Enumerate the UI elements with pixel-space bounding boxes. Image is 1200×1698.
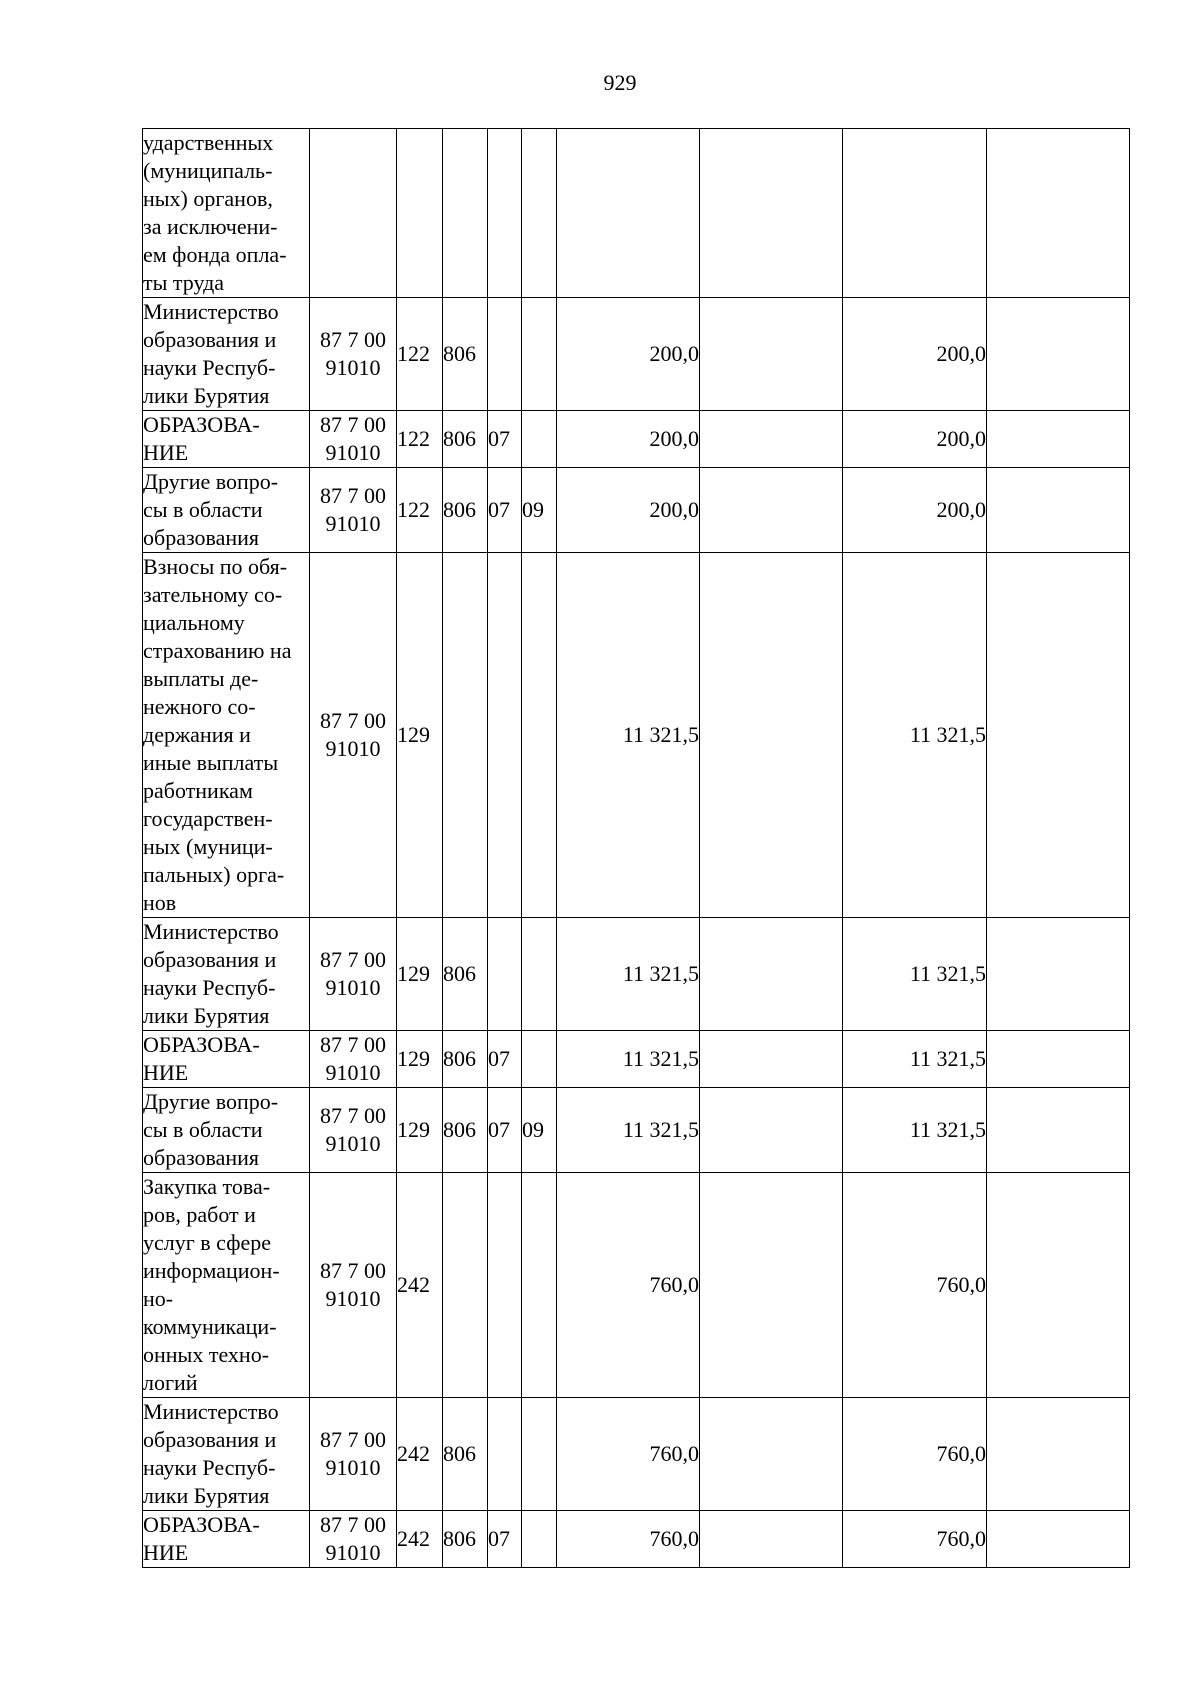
item-name-line: работникам <box>143 778 253 803</box>
target-article-cell <box>310 1173 397 1398</box>
amount-cell-2 <box>700 1173 843 1398</box>
subsection-cell <box>522 918 557 1031</box>
expense-type-cell: 122 <box>397 411 443 468</box>
target-article-cell <box>310 1088 397 1173</box>
amount-cell-3 <box>843 129 987 298</box>
item-name-line: сы в области <box>143 497 263 522</box>
item-name-line: услуг в сфере <box>143 1230 271 1255</box>
administrator-cell: 806 <box>443 918 488 1031</box>
section-cell <box>488 129 522 298</box>
page-number: 929 <box>603 70 637 95</box>
target-article-cell <box>310 918 397 1031</box>
target-article-line: 91010 <box>325 975 381 1000</box>
administrator-cell: 806 <box>443 1398 488 1511</box>
item-name-line: ты труда <box>143 270 225 295</box>
target-article-line: 91010 <box>325 1286 381 1311</box>
amount-cell-2 <box>700 553 843 918</box>
expense-type-cell: 122 <box>397 468 443 553</box>
item-name-cell <box>143 1031 310 1088</box>
item-name-line: ОБРАЗОВА- <box>143 1512 260 1537</box>
section-cell: 07 <box>488 1031 522 1088</box>
item-name-line: нов <box>143 890 177 915</box>
section-cell <box>488 918 522 1031</box>
target-article-line: 91010 <box>325 440 381 465</box>
administrator-cell: 806 <box>443 298 488 411</box>
amount-cell-3: 760,0 <box>843 1173 987 1398</box>
amount-cell-1: 760,0 <box>557 1398 700 1511</box>
section-cell <box>488 1173 522 1398</box>
item-name-line: Министерство <box>143 1399 279 1424</box>
amount-cell-2 <box>700 298 843 411</box>
amount-cell-2 <box>700 1398 843 1511</box>
item-name-cell <box>143 1173 310 1398</box>
administrator-cell <box>443 553 488 918</box>
section-cell: 07 <box>488 1511 522 1568</box>
amount-cell-2 <box>700 411 843 468</box>
item-name-line: информацион- <box>143 1258 280 1283</box>
amount-cell-1: 760,0 <box>557 1173 700 1398</box>
amount-cell-4 <box>987 298 1130 411</box>
subsection-cell <box>522 298 557 411</box>
item-name-line: логий <box>143 1370 198 1395</box>
target-article-line: 91010 <box>325 1540 381 1565</box>
target-article-cell <box>310 129 397 298</box>
item-name-line: лики Бурятия <box>143 1483 270 1508</box>
amount-cell-4 <box>987 468 1130 553</box>
target-article-line: 87 7 00 <box>320 1512 386 1537</box>
item-name-line: науки Респуб- <box>143 975 276 1000</box>
section-cell <box>488 298 522 411</box>
amount-cell-1: 200,0 <box>557 411 700 468</box>
target-article-line: 87 7 00 <box>320 1032 386 1057</box>
item-name-line: науки Респуб- <box>143 355 276 380</box>
subsection-cell <box>522 1031 557 1088</box>
item-name-line: НИЕ <box>143 1060 189 1085</box>
amount-cell-3: 11 321,5 <box>843 553 987 918</box>
target-article-line: 87 7 00 <box>320 708 386 733</box>
table-row <box>143 411 1130 468</box>
administrator-cell: 806 <box>443 468 488 553</box>
item-name-line: Министерство <box>143 919 279 944</box>
amount-cell-2 <box>700 1511 843 1568</box>
administrator-cell: 806 <box>443 411 488 468</box>
item-name-line: образования и <box>143 947 277 972</box>
target-article-line: 87 7 00 <box>320 1427 386 1452</box>
subsection-cell <box>522 553 557 918</box>
expense-type-cell: 129 <box>397 1088 443 1173</box>
item-name-line: но- <box>143 1286 174 1311</box>
target-article-cell <box>310 1031 397 1088</box>
item-name-line: держания и <box>143 722 251 747</box>
table-row <box>143 1031 1130 1088</box>
target-article-line: 91010 <box>325 355 381 380</box>
item-name-line: лики Бурятия <box>143 383 270 408</box>
expense-type-cell: 122 <box>397 298 443 411</box>
table-row <box>143 129 1130 298</box>
subsection-cell <box>522 1398 557 1511</box>
expense-type-cell: 129 <box>397 1031 443 1088</box>
item-name-line: ем фонда опла- <box>143 242 287 267</box>
amount-cell-1: 200,0 <box>557 468 700 553</box>
expense-type-cell: 242 <box>397 1511 443 1568</box>
item-name-line: государствен- <box>143 806 273 831</box>
budget-table <box>142 128 1130 1568</box>
item-name-line: ударственных <box>143 130 274 155</box>
item-name-line: ных) органов, <box>143 186 273 211</box>
amount-cell-1: 200,0 <box>557 298 700 411</box>
amount-cell-1: 11 321,5 <box>557 918 700 1031</box>
expense-type-cell: 129 <box>397 553 443 918</box>
item-name-line: зательному со- <box>143 582 283 607</box>
amount-cell-3: 11 321,5 <box>843 1031 987 1088</box>
amount-cell-4 <box>987 1398 1130 1511</box>
item-name-cell <box>143 918 310 1031</box>
table-row <box>143 1398 1130 1511</box>
amount-cell-3: 200,0 <box>843 468 987 553</box>
section-cell: 07 <box>488 411 522 468</box>
item-name-cell <box>143 553 310 918</box>
table-row <box>143 1511 1130 1568</box>
item-name-line: за исключени- <box>143 214 278 239</box>
table-row <box>143 1088 1130 1173</box>
subsection-cell <box>522 411 557 468</box>
amount-cell-2 <box>700 1031 843 1088</box>
administrator-cell: 806 <box>443 1088 488 1173</box>
administrator-cell: 806 <box>443 1511 488 1568</box>
item-name-cell <box>143 411 310 468</box>
item-name-line: образования <box>143 525 260 550</box>
amount-cell-4 <box>987 129 1130 298</box>
subsection-cell: 09 <box>522 468 557 553</box>
target-article-line: 87 7 00 <box>320 1258 386 1283</box>
table-row <box>143 468 1130 553</box>
target-article-cell <box>310 1511 397 1568</box>
item-name-line: (муниципаль- <box>143 158 273 183</box>
item-name-line: науки Респуб- <box>143 1455 276 1480</box>
amount-cell-1: 11 321,5 <box>557 1031 700 1088</box>
amount-cell-4 <box>987 918 1130 1031</box>
target-article-cell <box>310 298 397 411</box>
amount-cell-1: 11 321,5 <box>557 1088 700 1173</box>
amount-cell-1 <box>557 129 700 298</box>
item-name-cell <box>143 1088 310 1173</box>
subsection-cell <box>522 129 557 298</box>
amount-cell-4 <box>987 1031 1130 1088</box>
target-article-line: 87 7 00 <box>320 947 386 972</box>
item-name-cell <box>143 1511 310 1568</box>
item-name-line: пальных) орга- <box>143 862 285 887</box>
item-name-line: Министерство <box>143 299 279 324</box>
section-cell <box>488 1398 522 1511</box>
amount-cell-2 <box>700 468 843 553</box>
target-article-line: 87 7 00 <box>320 412 386 437</box>
amount-cell-2 <box>700 1088 843 1173</box>
table-row <box>143 1173 1130 1398</box>
item-name-line: НИЕ <box>143 440 189 465</box>
item-name-line: нежного со- <box>143 694 256 719</box>
item-name-line: ных (муници- <box>143 834 273 859</box>
amount-cell-3: 11 321,5 <box>843 1088 987 1173</box>
amount-cell-4 <box>987 1511 1130 1568</box>
target-article-line: 91010 <box>325 736 381 761</box>
table-body <box>143 129 1130 1568</box>
target-article-line: 91010 <box>325 1131 381 1156</box>
subsection-cell: 09 <box>522 1088 557 1173</box>
item-name-line: ОБРАЗОВА- <box>143 1032 260 1057</box>
item-name-line: коммуникаци- <box>143 1314 277 1339</box>
target-article-line: 91010 <box>325 511 381 536</box>
item-name-cell <box>143 468 310 553</box>
expense-type-cell: 242 <box>397 1398 443 1511</box>
item-name-line: Взносы по обя- <box>143 554 288 579</box>
subsection-cell <box>522 1173 557 1398</box>
item-name-line: Закупка това- <box>143 1174 271 1199</box>
item-name-line: лики Бурятия <box>143 1003 270 1028</box>
administrator-cell <box>443 129 488 298</box>
amount-cell-3: 760,0 <box>843 1511 987 1568</box>
amount-cell-3: 11 321,5 <box>843 918 987 1031</box>
amount-cell-3: 760,0 <box>843 1398 987 1511</box>
item-name-line: образования и <box>143 327 277 352</box>
item-name-line: сы в области <box>143 1117 263 1142</box>
item-name-line: образования <box>143 1145 260 1170</box>
amount-cell-2 <box>700 129 843 298</box>
amount-cell-3: 200,0 <box>843 411 987 468</box>
table-row <box>143 918 1130 1031</box>
item-name-line: НИЕ <box>143 1540 189 1565</box>
item-name-line: Другие вопро- <box>143 469 279 494</box>
table-row <box>143 553 1130 918</box>
section-cell: 07 <box>488 1088 522 1173</box>
amount-cell-3: 200,0 <box>843 298 987 411</box>
item-name-cell <box>143 298 310 411</box>
target-article-line: 91010 <box>325 1455 381 1480</box>
item-name-line: иные выплаты <box>143 750 279 775</box>
amount-cell-4 <box>987 411 1130 468</box>
amount-cell-4 <box>987 1088 1130 1173</box>
section-cell <box>488 553 522 918</box>
target-article-line: 87 7 00 <box>320 483 386 508</box>
expense-type-cell <box>397 129 443 298</box>
item-name-cell <box>143 129 310 298</box>
target-article-line: 87 7 00 <box>320 1103 386 1128</box>
target-article-cell <box>310 1398 397 1511</box>
target-article-cell <box>310 468 397 553</box>
section-cell: 07 <box>488 468 522 553</box>
item-name-cell <box>143 1398 310 1511</box>
item-name-line: образования и <box>143 1427 277 1452</box>
item-name-line: ров, работ и <box>143 1202 256 1227</box>
item-name-line: страхованию на <box>143 638 292 663</box>
expense-type-cell: 242 <box>397 1173 443 1398</box>
target-article-line: 87 7 00 <box>320 327 386 352</box>
amount-cell-1: 11 321,5 <box>557 553 700 918</box>
administrator-cell <box>443 1173 488 1398</box>
administrator-cell: 806 <box>443 1031 488 1088</box>
amount-cell-4 <box>987 553 1130 918</box>
subsection-cell <box>522 1511 557 1568</box>
target-article-cell <box>310 553 397 918</box>
table-row <box>143 298 1130 411</box>
amount-cell-4 <box>987 1173 1130 1398</box>
expense-type-cell: 129 <box>397 918 443 1031</box>
target-article-cell <box>310 411 397 468</box>
amount-cell-1: 760,0 <box>557 1511 700 1568</box>
item-name-line: выплаты де- <box>143 666 259 691</box>
target-article-line: 91010 <box>325 1060 381 1085</box>
item-name-line: циальному <box>143 610 245 635</box>
item-name-line: ОБРАЗОВА- <box>143 412 260 437</box>
item-name-line: Другие вопро- <box>143 1089 279 1114</box>
amount-cell-2 <box>700 918 843 1031</box>
item-name-line: онных техно- <box>143 1342 270 1367</box>
